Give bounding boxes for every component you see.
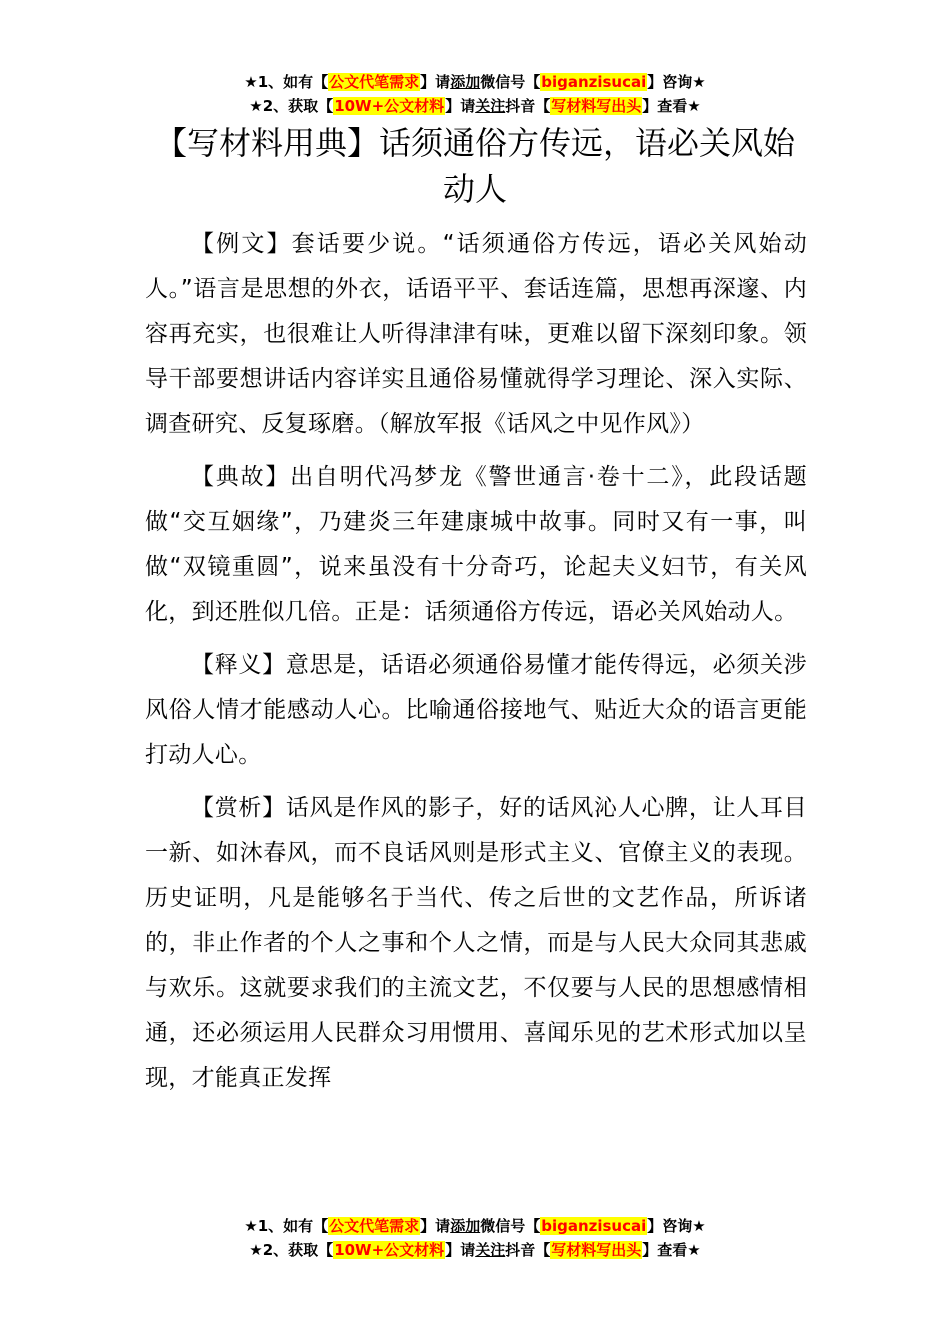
banner-text: 】请 (445, 97, 476, 115)
banner-line-2 (0, 1238, 950, 1262)
highlight-wechat-id: biganzisucai (541, 73, 647, 91)
paragraph-allusion: 【典故】出自明代冯梦龙《警世通言·卷十二》，此段话题做“交互姻缘”，乃建炎三年建康城中故事。同时又有一事，叫做“双镜重圆”，说来虽没有十分奇巧，论起夫义妇节，有关风化，到还胜似几倍。正是：话须通俗方传远，语必关风始动人。 (145, 464, 807, 625)
banner-line-1 (0, 1214, 950, 1238)
banner-underlined: 关注 (475, 1241, 506, 1259)
banner-text: 】请 (445, 1241, 476, 1259)
highlight-wechat-id: biganzisucai (541, 1217, 647, 1235)
highlight-materials: 10W+公文材料 (334, 1241, 445, 1259)
banner-text: 】请 (420, 1217, 451, 1235)
banner-text: 】咨询★ (647, 73, 706, 91)
banner-text: 】咨询★ (647, 1217, 706, 1235)
banner-text: 抖音【 (505, 1241, 551, 1259)
paragraph-meaning: 【释义】意思是，话语必须通俗易懂才能传得远，必须关涉风俗人情才能感动人心。比喻通俗接地气、贴近大众的语言更能打动人心。 (145, 652, 807, 768)
banner-text: ★1、如有【 (244, 73, 329, 91)
banner-line-1 (0, 70, 950, 94)
banner-underlined: 添加 (450, 1217, 481, 1235)
page-title: 【写材料用典】话须通俗方传远，语必关风始动人 (154, 124, 795, 208)
banner-underlined: 添加 (450, 73, 481, 91)
banner-text: 】请 (420, 73, 451, 91)
highlight-materials: 10W+公文材料 (334, 97, 445, 115)
highlight-service: 公文代笔需求 (329, 1217, 420, 1235)
banner-text: 微信号【 (480, 73, 541, 91)
paragraph-example: 【例文】套话要少说。“话须通俗方传远，语必关风始动人。”语言是思想的外衣，话语平平、套话连篇，思想再深邃、内容再充实，也很难让人听得津津有味，更难以留下深刻印象。领导干部要想讲话内容详实且通俗易懂就得学习理论、深入实际、调查研究、反复琢磨。（解放军报《话风之中见作风》） (145, 231, 807, 437)
banner-underlined: 关注 (475, 97, 506, 115)
banner-text: ★2、获取【 (249, 1241, 334, 1259)
highlight-douyin-account: 写材料写出头 (551, 97, 642, 115)
document-body (145, 222, 807, 1109)
paragraph-appreciation: 【赏析】话风是作风的影子，好的话风沁人心脾，让人耳目一新、如沐春风，而不良话风则是形式主义、官僚主义的表现。历史证明，凡是能够名于当代、传之后世的文艺作品，所诉诸的，非止作者的个人之事和个人之情，而是与人民大众同其悲戚与欢乐。这就要求我们的主流文艺，不仅要与人民的思想感情相通，还必须运用人民群众习用惯用、喜闻乐见的艺术形式加以呈现，才能真正发挥 (145, 795, 807, 1091)
highlight-service: 公文代笔需求 (329, 73, 420, 91)
banner-text: 】查看★ (642, 97, 701, 115)
highlight-douyin-account: 写材料写出头 (551, 1241, 642, 1259)
banner-text: 】查看★ (642, 1241, 701, 1259)
banner-text: ★1、如有【 (244, 1217, 329, 1235)
banner-line-2 (0, 94, 950, 118)
banner-text: 微信号【 (480, 1217, 541, 1235)
header-banner (0, 70, 950, 118)
banner-text: 抖音【 (505, 97, 551, 115)
footer-banner (0, 1214, 950, 1262)
banner-text: ★2、获取【 (249, 97, 334, 115)
